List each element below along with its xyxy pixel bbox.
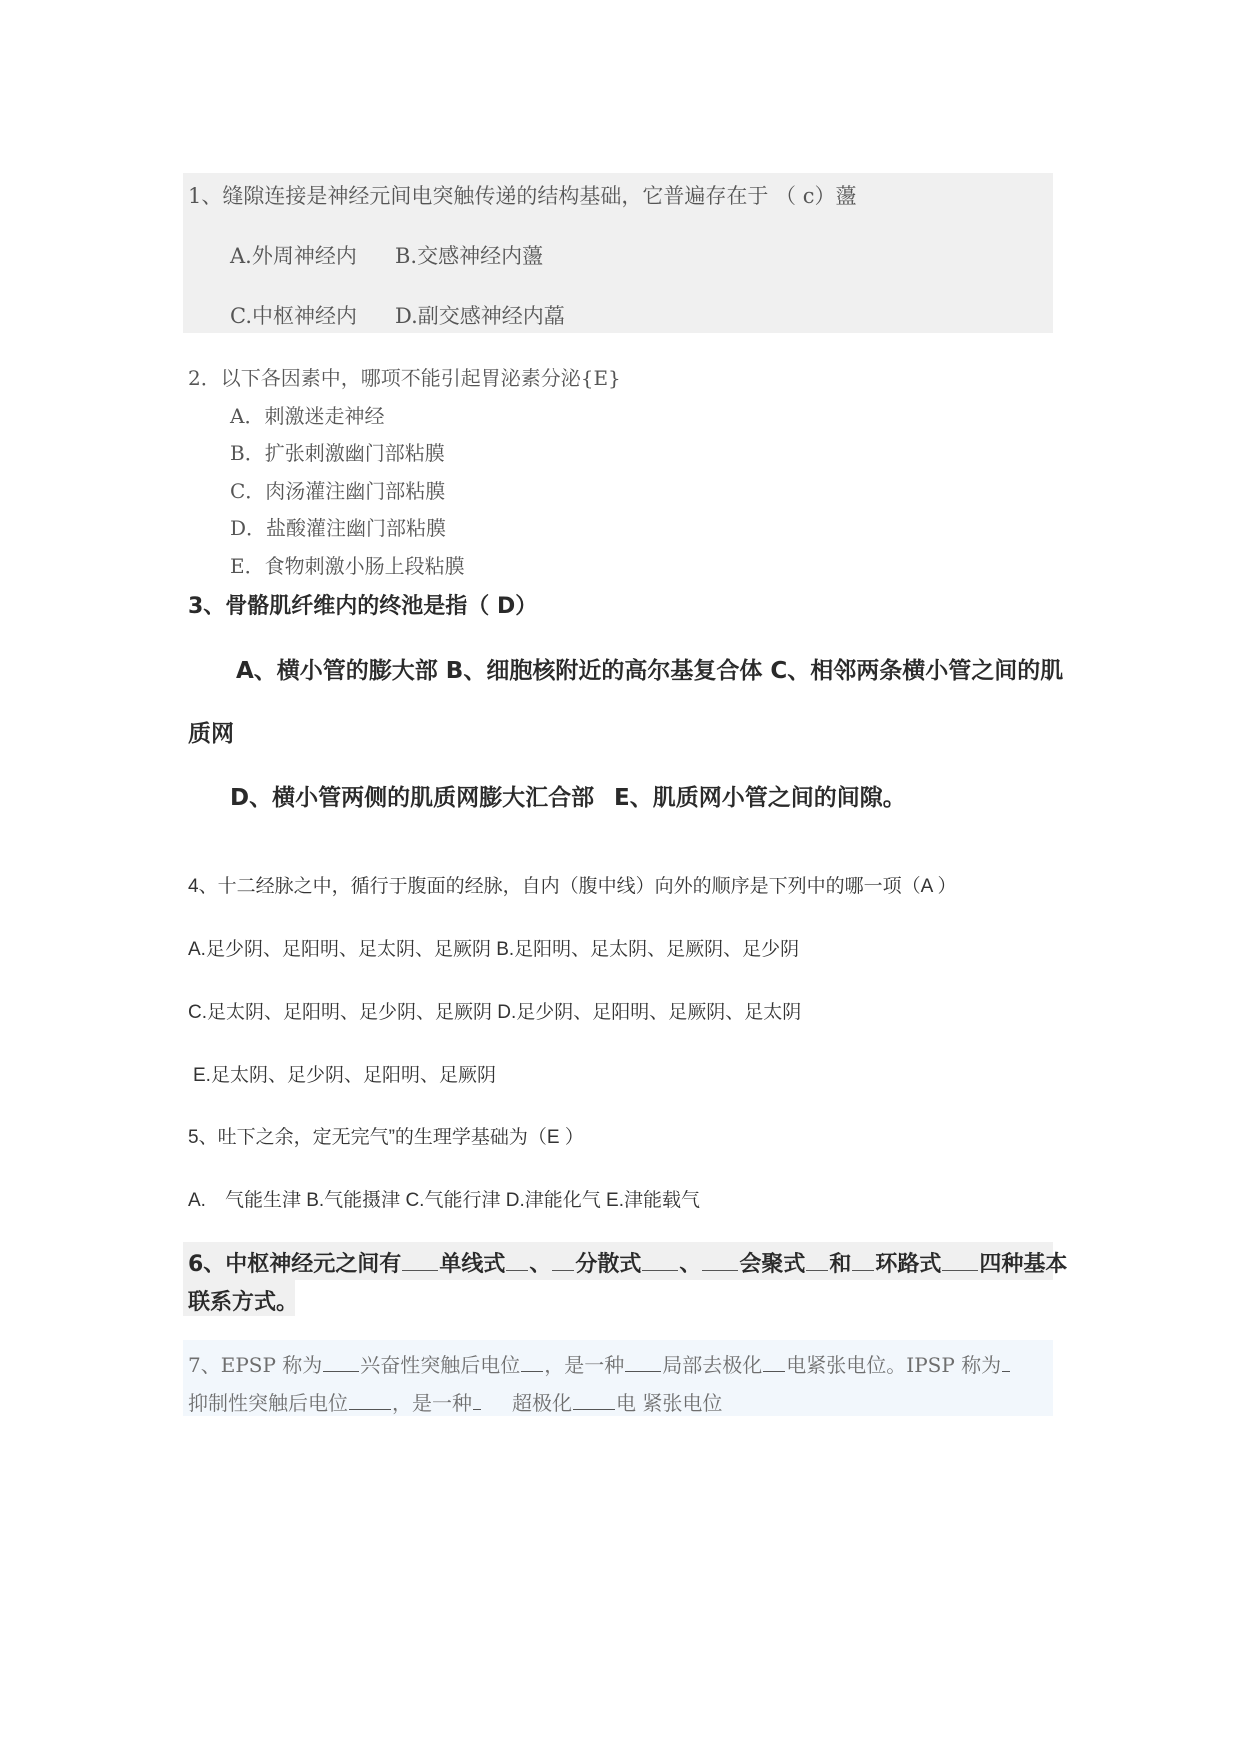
question-3-stem: 3、骨骼肌纤维内的终池是指（ D） [188, 594, 538, 619]
q7-part-4: ，是一种 [392, 1391, 472, 1415]
q7-answer-4: 超极化 [512, 1391, 572, 1415]
q6-answer-3: 会聚式 [739, 1252, 806, 1277]
question-1-stem: 1、缝隙连接是神经元间电突触传递的结构基础，它普遍存在于 （ c）蘯 [188, 184, 857, 208]
q6-part-5: 四种基本 [979, 1252, 1068, 1277]
q6-answer-1: 单线式 [439, 1252, 506, 1277]
question-3-option-d: D、横小管两侧的肌质网膨大汇合部 [230, 785, 595, 811]
blank [625, 1370, 661, 1372]
question-3-option-e: E、肌质网小管之间的间隙。 [614, 785, 906, 811]
question-3-line-2: 质网 [188, 721, 234, 747]
question-7-line-1 [188, 1349, 1011, 1378]
q6-answer-4: 环路式 [875, 1252, 942, 1277]
q6-part-4: 和 [829, 1252, 852, 1277]
blank [402, 1269, 438, 1271]
blank [323, 1370, 359, 1372]
question-2-stem: 2．以下各因素中，哪项不能引起胃泌素分泌{E} [188, 366, 621, 390]
question-6-line-1 [188, 1247, 1067, 1278]
blank [942, 1269, 978, 1271]
question-1-option-a: A.外周神经内 [230, 244, 357, 268]
question-4-stem: 4、十二经脉之中，循行于腹面的经脉，自内（腹中线）向外的顺序是下列中的哪一项（A ） [188, 876, 957, 897]
question-2-option-d: D．盐酸灌注幽门部粘膜 [230, 516, 447, 540]
question-1-option-b: B.交感神经内蘯 [395, 244, 544, 268]
q7-answer-3: 抑制性突触后电位 [188, 1391, 348, 1415]
question-2-option-b: B．扩张刺激幽门部粘膜 [230, 441, 445, 465]
blank [349, 1409, 391, 1410]
blank [806, 1270, 828, 1271]
question-3-line-1: A、横小管的膨大部 B、细胞核附近的高尔基复合体 C、相邻两条横小管之间的肌 [236, 658, 1064, 684]
question-5-options: A. 气能生津 B.气能摄津 C.气能行津 D.津能化气 E.津能载气 [188, 1190, 700, 1211]
blank [552, 1270, 574, 1271]
q6-part-3: 、 [679, 1252, 702, 1277]
question-2-option-c: C．肉汤灌注幽门部粘膜 [230, 479, 446, 503]
blank [521, 1371, 543, 1372]
question-1-option-d: D.副交感神经内藠 [395, 304, 565, 328]
q7-answer-2: 局部去极化 [662, 1353, 763, 1377]
q7-part-2: ，是一种 [544, 1353, 625, 1377]
q6-part-2: 、 [529, 1252, 552, 1277]
blank [642, 1269, 678, 1271]
q7-part-1: 7、EPSP 称为 [188, 1353, 323, 1377]
q7-part-3: 电紧张电位。IPSP 称为 [786, 1353, 1002, 1377]
blank [852, 1270, 874, 1271]
q7-part-5: 电 紧张电位 [616, 1391, 723, 1415]
question-4-line-2: C.足太阴、足阳明、足少阴、足厥阴 D.足少阴、足阳明、足厥阴、足太阴 [188, 1002, 802, 1023]
blank [702, 1269, 738, 1271]
question-1-option-c: C.中枢神经内 [230, 304, 357, 328]
q6-part-1: 6、中枢神经元之间有 [188, 1252, 402, 1277]
question-2-option-e: E．食物刺激小肠上段粘膜 [230, 554, 465, 578]
question-2-option-a: A．刺激迷走神经 [230, 404, 385, 428]
question-5-stem: 5、吐下之余，定无完气”的生理学基础为（E ） [188, 1127, 584, 1148]
question-4-line-1: A.足少阴、足阳明、足太阴、足厥阴 B.足阳明、足太阴、足厥阴、足少阴 [188, 939, 800, 960]
question-6-line-2: 联系方式。 [188, 1290, 299, 1315]
blank [573, 1409, 615, 1410]
question-4-line-3: E.足太阴、足少阴、足阳明、足厥阴 [193, 1065, 496, 1086]
blank [506, 1270, 528, 1271]
blank [473, 1409, 481, 1410]
blank [1002, 1371, 1010, 1372]
q6-answer-2: 分散式 [575, 1252, 642, 1277]
q7-answer-1: 兴奋性突触后电位 [360, 1353, 521, 1377]
blank [763, 1371, 785, 1372]
question-7-line-2 [188, 1387, 722, 1416]
